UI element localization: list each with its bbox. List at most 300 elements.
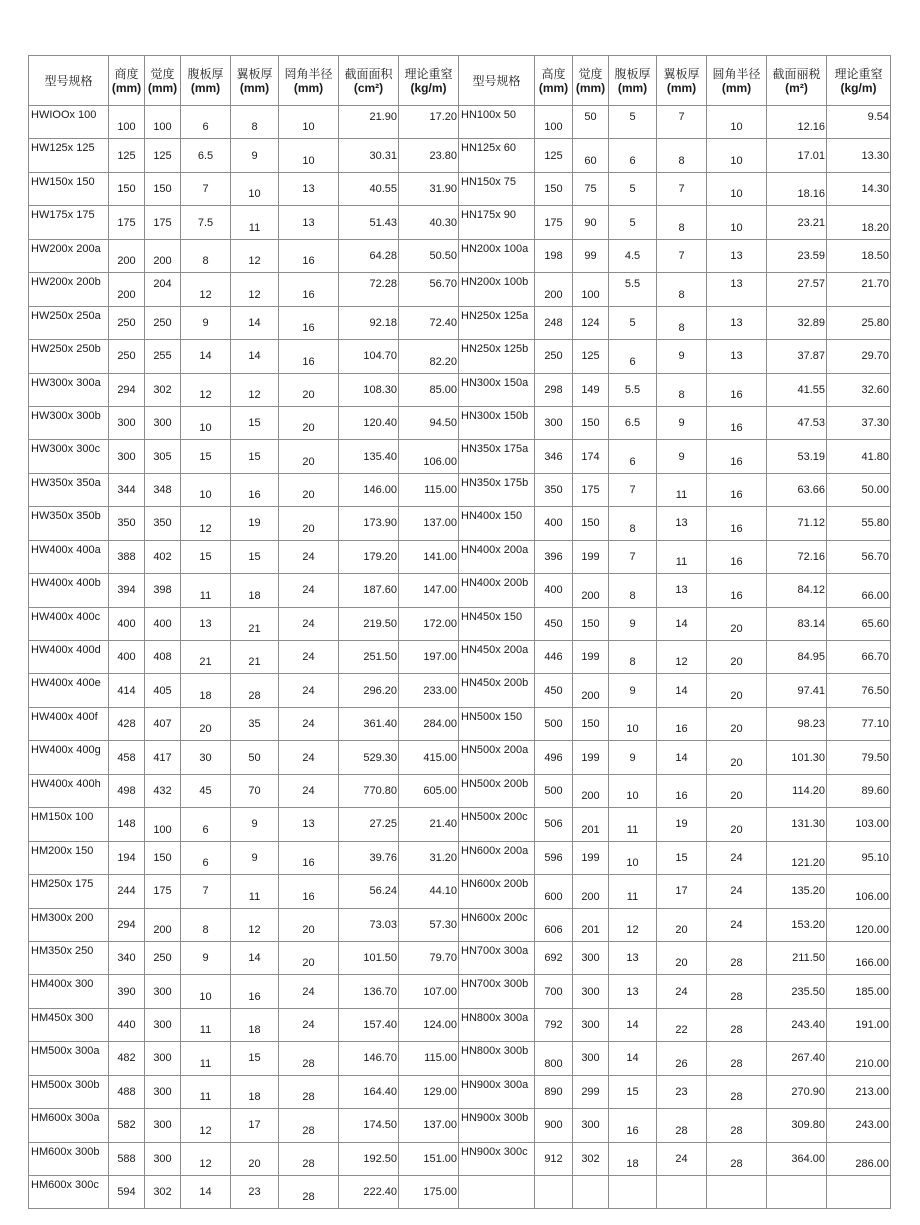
dimension-cell: 7 <box>181 172 231 205</box>
model-spec-cell: HW400x 400e <box>29 674 109 707</box>
value-cell: 157.40 <box>339 1008 399 1041</box>
dimension-cell: 18 <box>181 674 231 707</box>
value-cell: 66.70 <box>827 641 891 674</box>
table-row <box>29 206 891 239</box>
dimension-cell: 348 <box>145 473 181 506</box>
model-spec-cell: HN500x 200b <box>459 774 535 807</box>
dimension-cell: 244 <box>109 875 145 908</box>
value-cell: 72.40 <box>399 306 459 339</box>
dimension-cell: 9 <box>657 440 707 473</box>
value-cell: 213.00 <box>827 1075 891 1108</box>
value-cell: 25.80 <box>827 306 891 339</box>
dimension-cell: 16 <box>279 841 339 874</box>
table-row <box>29 340 891 373</box>
column-header-unit: (kg/m) <box>410 80 447 95</box>
dimension-cell: 300 <box>145 1042 181 1075</box>
column-header <box>573 56 609 106</box>
dimension-cell: 20 <box>279 908 339 941</box>
value-cell: 32.60 <box>827 373 891 406</box>
model-spec-cell: HM250x 175 <box>29 875 109 908</box>
dimension-cell: 300 <box>573 975 609 1008</box>
dimension-cell: 24 <box>279 1008 339 1041</box>
column-header <box>767 56 827 106</box>
dimension-cell: 201 <box>573 908 609 941</box>
dimension-cell: 200 <box>573 774 609 807</box>
dimension-cell: 10 <box>181 473 231 506</box>
value-cell: 41.80 <box>827 440 891 473</box>
dimension-cell: 302 <box>145 373 181 406</box>
dimension-cell: 175 <box>573 473 609 506</box>
dimension-cell: 5 <box>609 306 657 339</box>
dimension-cell: 11 <box>181 1008 231 1041</box>
dimension-cell: 28 <box>279 1075 339 1108</box>
dimension-cell: 199 <box>573 540 609 573</box>
dimension-cell: 7 <box>657 106 707 139</box>
dimension-cell: 9 <box>609 674 657 707</box>
dimension-cell: 20 <box>279 406 339 439</box>
dimension-cell: 9 <box>181 306 231 339</box>
dimension-cell: 150 <box>145 172 181 205</box>
dimension-cell: 199 <box>573 741 609 774</box>
dimension-cell: 8 <box>609 641 657 674</box>
dimension-cell: 17 <box>231 1109 279 1142</box>
value-cell: 120.00 <box>827 908 891 941</box>
dimension-cell: 12 <box>181 1142 231 1175</box>
dimension-cell: 402 <box>145 540 181 573</box>
column-header <box>657 56 707 106</box>
dimension-cell: 28 <box>707 1109 767 1142</box>
model-spec-cell: HW350x 350b <box>29 507 109 540</box>
model-spec-cell: HN400x 200b <box>459 574 535 607</box>
dimension-cell: 15 <box>231 1042 279 1075</box>
model-spec-cell: HM450x 300 <box>29 1008 109 1041</box>
column-header <box>231 56 279 106</box>
value-cell: 108.30 <box>339 373 399 406</box>
model-spec-cell: HN900x 300b <box>459 1109 535 1142</box>
table-row <box>29 1008 891 1041</box>
dimension-cell: 300 <box>109 440 145 473</box>
dimension-cell: 588 <box>109 1142 145 1175</box>
table-row <box>29 1142 891 1175</box>
dimension-cell: 506 <box>535 808 573 841</box>
value-cell: 14.30 <box>827 172 891 205</box>
value-cell: 135.20 <box>767 875 827 908</box>
dimension-cell: 28 <box>279 1109 339 1142</box>
value-cell: 124.00 <box>399 1008 459 1041</box>
dimension-cell: 16 <box>707 440 767 473</box>
value-cell: 136.70 <box>339 975 399 1008</box>
dimension-cell: 8 <box>181 908 231 941</box>
dimension-cell: 12 <box>609 908 657 941</box>
table-row <box>29 106 891 139</box>
value-cell: 92.18 <box>339 306 399 339</box>
dimension-cell: 890 <box>535 1075 573 1108</box>
dimension-cell: 16 <box>657 774 707 807</box>
dimension-cell: 11 <box>231 206 279 239</box>
dimension-cell: 299 <box>573 1075 609 1108</box>
dimension-cell: 28 <box>279 1142 339 1175</box>
table-row <box>29 373 891 406</box>
dimension-cell: 200 <box>145 908 181 941</box>
value-cell: 141.00 <box>399 540 459 573</box>
model-spec-cell: HM200x 150 <box>29 841 109 874</box>
model-spec-cell: HM600x 300c <box>29 1176 109 1209</box>
column-header-unit: (mm) <box>666 80 697 95</box>
value-cell: 147.00 <box>399 574 459 607</box>
table-row <box>29 540 891 573</box>
dimension-cell: 250 <box>109 306 145 339</box>
table-row <box>29 941 891 974</box>
dimension-cell: 150 <box>573 707 609 740</box>
dimension-cell: 75 <box>573 172 609 205</box>
value-cell: 40.30 <box>399 206 459 239</box>
dimension-cell: 50 <box>573 106 609 139</box>
value-cell: 85.00 <box>399 373 459 406</box>
dimension-cell: 9 <box>657 406 707 439</box>
column-header-unit: (mm) <box>538 80 569 95</box>
value-cell: 106.00 <box>827 875 891 908</box>
model-spec-cell: HN450x 200a <box>459 641 535 674</box>
model-spec-cell: HN200x 100a <box>459 239 535 272</box>
value-cell: 101.50 <box>339 941 399 974</box>
dimension-cell: 194 <box>109 841 145 874</box>
dimension-cell: 255 <box>145 340 181 373</box>
dimension-cell: 500 <box>535 707 573 740</box>
dimension-cell: 8 <box>609 507 657 540</box>
value-cell: 267.40 <box>767 1042 827 1075</box>
dimension-cell: 302 <box>145 1176 181 1209</box>
dimension-cell: 14 <box>657 607 707 640</box>
dimension-cell: 6.5 <box>181 139 231 172</box>
dimension-cell: 198 <box>535 239 573 272</box>
dimension-cell: 14 <box>657 741 707 774</box>
dimension-cell: 13 <box>279 172 339 205</box>
value-cell: 166.00 <box>827 941 891 974</box>
dimension-cell: 150 <box>535 172 573 205</box>
model-spec-cell: HN250x 125a <box>459 306 535 339</box>
dimension-cell: 446 <box>535 641 573 674</box>
dimension-cell: 175 <box>109 206 145 239</box>
dimension-cell: 594 <box>109 1176 145 1209</box>
dimension-cell: 12 <box>231 273 279 306</box>
value-cell: 23.21 <box>767 206 827 239</box>
dimension-cell: 23 <box>231 1176 279 1209</box>
dimension-cell: 20 <box>181 707 231 740</box>
dimension-cell: 13 <box>609 975 657 1008</box>
dimension-cell: 4.5 <box>609 239 657 272</box>
dimension-cell: 150 <box>145 841 181 874</box>
dimension-cell <box>609 1176 657 1209</box>
value-cell: 153.20 <box>767 908 827 941</box>
dimension-cell: 8 <box>181 239 231 272</box>
value-cell: 192.50 <box>339 1142 399 1175</box>
model-spec-cell: HN450x 200b <box>459 674 535 707</box>
table-row <box>29 808 891 841</box>
dimension-cell: 428 <box>109 707 145 740</box>
value-cell: 83.14 <box>767 607 827 640</box>
dimension-cell: 70 <box>231 774 279 807</box>
dimension-cell: 400 <box>535 574 573 607</box>
value-cell: 56.24 <box>339 875 399 908</box>
value-cell: 77.10 <box>827 707 891 740</box>
dimension-cell: 6 <box>181 106 231 139</box>
dimension-cell: 9 <box>657 340 707 373</box>
dimension-cell: 432 <box>145 774 181 807</box>
dimension-cell: 12 <box>231 239 279 272</box>
dimension-cell: 10 <box>181 975 231 1008</box>
dimension-cell: 150 <box>109 172 145 205</box>
column-header-name: 商度 <box>114 66 139 81</box>
dimension-cell: 300 <box>109 406 145 439</box>
dimension-cell: 28 <box>707 975 767 1008</box>
value-cell: 64.28 <box>339 239 399 272</box>
dimension-cell: 496 <box>535 741 573 774</box>
table-row <box>29 774 891 807</box>
dimension-cell: 300 <box>145 1142 181 1175</box>
value-cell: 309.80 <box>767 1109 827 1142</box>
dimension-cell: 24 <box>657 1142 707 1175</box>
dimension-cell: 15 <box>231 540 279 573</box>
model-spec-cell: HN900x 300c <box>459 1142 535 1175</box>
dimension-cell: 16 <box>279 875 339 908</box>
table-row <box>29 239 891 272</box>
model-spec-cell: HN600x 200a <box>459 841 535 874</box>
dimension-cell: 9 <box>231 808 279 841</box>
value-cell: 114.20 <box>767 774 827 807</box>
value-cell: 222.40 <box>339 1176 399 1209</box>
model-spec-cell: HN300x 150b <box>459 406 535 439</box>
table-row <box>29 406 891 439</box>
model-spec-cell: HN100x 50 <box>459 106 535 139</box>
dimension-cell: 9 <box>231 139 279 172</box>
dimension-cell: 11 <box>657 473 707 506</box>
model-spec-cell: HN600x 200b <box>459 875 535 908</box>
model-spec-cell: HW400x 400b <box>29 574 109 607</box>
dimension-cell: 11 <box>609 875 657 908</box>
dimension-cell: 10 <box>279 106 339 139</box>
table-header-row <box>29 56 891 106</box>
dimension-cell: 100 <box>109 106 145 139</box>
value-cell: 286.00 <box>827 1142 891 1175</box>
value-cell: 243.40 <box>767 1008 827 1041</box>
value-cell: 29.70 <box>827 340 891 373</box>
dimension-cell: 13 <box>657 507 707 540</box>
dimension-cell <box>657 1176 707 1209</box>
value-cell: 173.90 <box>339 507 399 540</box>
dimension-cell: 8 <box>657 206 707 239</box>
dimension-cell: 20 <box>707 741 767 774</box>
dimension-cell: 149 <box>573 373 609 406</box>
table-row <box>29 1176 891 1209</box>
model-spec-cell: HW125x 125 <box>29 139 109 172</box>
value-cell: 79.50 <box>827 741 891 774</box>
value-cell: 120.40 <box>339 406 399 439</box>
dimension-cell: 12 <box>181 373 231 406</box>
dimension-cell: 16 <box>707 373 767 406</box>
dimension-cell: 692 <box>535 941 573 974</box>
dimension-cell: 28 <box>707 1042 767 1075</box>
dimension-cell: 20 <box>707 707 767 740</box>
table-row <box>29 139 891 172</box>
dimension-cell: 13 <box>707 306 767 339</box>
value-cell: 251.50 <box>339 641 399 674</box>
model-spec-cell: HN150x 75 <box>459 172 535 205</box>
dimension-cell: 350 <box>535 473 573 506</box>
dimension-cell: 10 <box>707 172 767 205</box>
dimension-cell: 10 <box>707 139 767 172</box>
table-row <box>29 172 891 205</box>
value-cell: 21.70 <box>827 273 891 306</box>
dimension-cell: 408 <box>145 641 181 674</box>
column-header-name: 翼板厚 <box>663 66 700 81</box>
dimension-cell: 250 <box>109 340 145 373</box>
dimension-cell: 20 <box>657 941 707 974</box>
model-spec-cell: HWIOOx 100 <box>29 106 109 139</box>
value-cell: 187.60 <box>339 574 399 607</box>
dimension-cell: 16 <box>279 273 339 306</box>
dimension-cell: 15 <box>181 540 231 573</box>
dimension-cell: 12 <box>181 273 231 306</box>
model-spec-cell: HN600x 200c <box>459 908 535 941</box>
dimension-cell <box>573 1176 609 1209</box>
model-spec-cell: HN900x 300a <box>459 1075 535 1108</box>
value-cell: 131.30 <box>767 808 827 841</box>
dimension-cell: 124 <box>573 306 609 339</box>
dimension-cell: 201 <box>573 808 609 841</box>
dimension-cell: 200 <box>109 273 145 306</box>
value-cell: 41.55 <box>767 373 827 406</box>
dimension-cell: 390 <box>109 975 145 1008</box>
dimension-cell: 7.5 <box>181 206 231 239</box>
model-spec-cell: HW250x 250a <box>29 306 109 339</box>
model-spec-cell: HW250x 250b <box>29 340 109 373</box>
model-spec-cell: HM350x 250 <box>29 941 109 974</box>
dimension-cell: 250 <box>145 941 181 974</box>
dimension-cell: 11 <box>181 1075 231 1108</box>
model-spec-cell: HW200x 200b <box>29 273 109 306</box>
column-header <box>459 56 535 106</box>
value-cell: 21.40 <box>399 808 459 841</box>
model-spec-cell: HW350x 350a <box>29 473 109 506</box>
value-cell: 18.20 <box>827 206 891 239</box>
value-cell: 56.70 <box>827 540 891 573</box>
dimension-cell: 18 <box>231 1075 279 1108</box>
column-header <box>145 56 181 106</box>
dimension-cell: 16 <box>279 239 339 272</box>
dimension-cell: 50 <box>231 741 279 774</box>
dimension-cell: 150 <box>573 507 609 540</box>
dimension-cell: 5.5 <box>609 273 657 306</box>
dimension-cell: 6 <box>181 808 231 841</box>
dimension-cell: 100 <box>573 273 609 306</box>
value-cell: 210.00 <box>827 1042 891 1075</box>
dimension-cell: 9 <box>609 607 657 640</box>
value-cell: 284.00 <box>399 707 459 740</box>
column-header <box>609 56 657 106</box>
value-cell: 27.25 <box>339 808 399 841</box>
column-header <box>827 56 891 106</box>
value-cell: 50.50 <box>399 239 459 272</box>
dimension-cell: 11 <box>181 574 231 607</box>
dimension-cell: 498 <box>109 774 145 807</box>
value-cell: 135.40 <box>339 440 399 473</box>
dimension-cell: 13 <box>707 340 767 373</box>
table-row <box>29 1075 891 1108</box>
dimension-cell: 8 <box>609 574 657 607</box>
dimension-cell: 148 <box>109 808 145 841</box>
value-cell: 115.00 <box>399 1042 459 1075</box>
dimension-cell: 606 <box>535 908 573 941</box>
value-cell: 37.87 <box>767 340 827 373</box>
value-cell: 44.10 <box>399 875 459 908</box>
dimension-cell: 16 <box>707 574 767 607</box>
dimension-cell: 792 <box>535 1008 573 1041</box>
dimension-cell: 13 <box>657 574 707 607</box>
dimension-cell: 13 <box>609 941 657 974</box>
dimension-cell: 294 <box>109 908 145 941</box>
dimension-cell: 16 <box>657 707 707 740</box>
model-spec-cell: HN350x 175a <box>459 440 535 473</box>
dimension-cell: 414 <box>109 674 145 707</box>
column-header-unit: (mm) <box>147 80 178 95</box>
dimension-cell: 8 <box>231 106 279 139</box>
model-spec-cell: HW200x 200a <box>29 239 109 272</box>
dimension-cell: 9 <box>181 941 231 974</box>
dimension-cell: 298 <box>535 373 573 406</box>
dimension-cell: 6 <box>609 340 657 373</box>
column-header-unit: (mm) <box>190 80 221 95</box>
dimension-cell: 344 <box>109 473 145 506</box>
model-spec-cell: HW400x 400h <box>29 774 109 807</box>
model-spec-cell: HW300x 300b <box>29 406 109 439</box>
dimension-cell: 17 <box>657 875 707 908</box>
dimension-cell: 458 <box>109 741 145 774</box>
dimension-cell: 346 <box>535 440 573 473</box>
dimension-cell: 305 <box>145 440 181 473</box>
dimension-cell: 20 <box>279 373 339 406</box>
dimension-cell: 7 <box>181 875 231 908</box>
dimension-cell: 13 <box>707 239 767 272</box>
value-cell: 76.50 <box>827 674 891 707</box>
dimension-cell: 16 <box>231 473 279 506</box>
dimension-cell: 24 <box>279 607 339 640</box>
dimension-cell: 8 <box>657 306 707 339</box>
dimension-cell: 20 <box>707 641 767 674</box>
dimension-cell: 16 <box>609 1109 657 1142</box>
column-header-name: 觉度 <box>578 66 603 81</box>
dimension-cell: 16 <box>707 507 767 540</box>
column-header-name: 罔角半径 <box>284 66 333 81</box>
value-cell: 47.53 <box>767 406 827 439</box>
dimension-cell: 15 <box>231 440 279 473</box>
dimension-cell: 125 <box>145 139 181 172</box>
dimension-cell: 28 <box>231 674 279 707</box>
dimension-cell: 13 <box>279 808 339 841</box>
dimension-cell: 99 <box>573 239 609 272</box>
dimension-cell: 294 <box>109 373 145 406</box>
dimension-cell: 14 <box>609 1008 657 1041</box>
model-spec-cell: HN700x 300a <box>459 941 535 974</box>
dimension-cell: 26 <box>657 1042 707 1075</box>
dimension-cell: 18 <box>231 574 279 607</box>
column-header <box>109 56 145 106</box>
dimension-cell: 20 <box>279 440 339 473</box>
column-header-name: 型号规格 <box>44 73 93 88</box>
steel-section-sheet <box>28 55 890 1209</box>
dimension-cell <box>535 1176 573 1209</box>
column-header <box>535 56 573 106</box>
model-spec-cell: HW400x 400c <box>29 607 109 640</box>
